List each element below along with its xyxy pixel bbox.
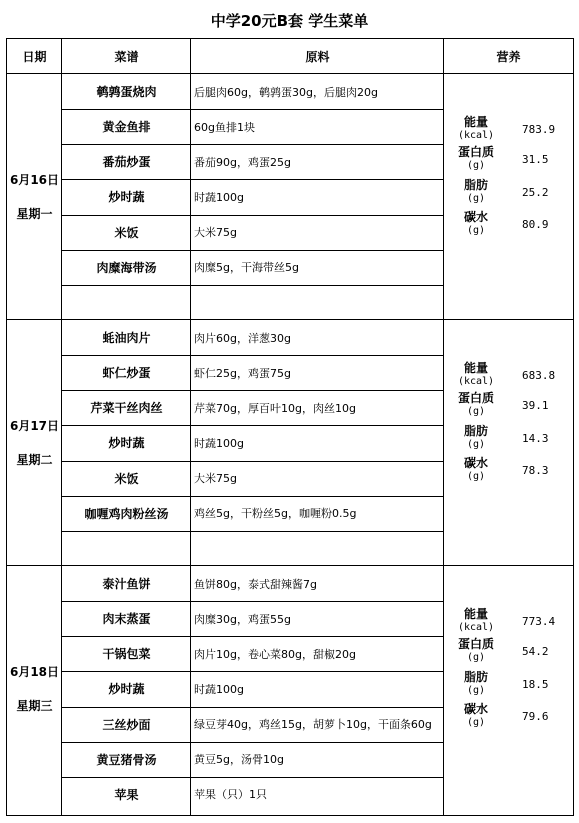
nutrition-unit: (g) — [466, 192, 486, 204]
nutrition-value: 683.8 — [522, 369, 556, 382]
nutrition-value: 31.5 — [522, 153, 549, 166]
dish-name: 干锅包菜 — [102, 647, 151, 662]
dish-name: 黄豆猪骨汤 — [96, 752, 157, 767]
nutrition-name: 能量 — [463, 607, 488, 621]
date-cell — [7, 566, 62, 812]
nutrition-value: 773.4 — [522, 615, 556, 628]
nutrition-value: 14.3 — [522, 432, 549, 445]
nutrition-name: 蛋白质 — [457, 391, 494, 405]
dish-name: 三丝炒面 — [102, 717, 151, 732]
nutrition-value: 783.9 — [522, 123, 556, 136]
header-date: 日期 — [22, 50, 47, 64]
nutrition-unit: (g) — [466, 470, 486, 482]
dish-name: 番茄炒蛋 — [102, 155, 151, 170]
nutrition-unit: (kcal) — [457, 621, 495, 633]
nutrition-name: 脂肪 — [463, 424, 488, 438]
nutrition-unit: (g) — [466, 651, 486, 663]
nutrition-value: 25.2 — [522, 186, 549, 199]
nutrition-value: 79.6 — [522, 710, 549, 723]
dish-name: 炒时蔬 — [108, 436, 145, 451]
dish-ingredients: 大米75g — [194, 226, 237, 240]
dish-ingredients — [191, 285, 444, 320]
dish-name: 肉糜海带汤 — [96, 260, 157, 275]
dish-ingredients: 虾仁25g，鸡蛋75g — [194, 366, 291, 380]
dish-ingredients: 芹菜70g，厚百叶10g，肉丝10g — [194, 401, 356, 415]
dish-name: 米饭 — [114, 225, 139, 240]
dish-name: 米饭 — [114, 471, 139, 486]
dish-name: 肉末蒸蛋 — [102, 612, 151, 627]
dish-name — [62, 531, 191, 566]
nutrition-value: 54.2 — [522, 645, 549, 658]
header-nutrition: 营养 — [496, 50, 521, 64]
dish-name: 芹菜干丝肉丝 — [90, 401, 163, 416]
nutrition-unit: (g) — [466, 224, 486, 236]
dish-ingredients: 番茄90g，鸡蛋25g — [194, 155, 291, 169]
nutrition-name: 蛋白质 — [457, 637, 494, 651]
nutrition-name: 脂肪 — [463, 670, 488, 684]
header-dish: 菜谱 — [114, 50, 139, 64]
dish-ingredients: 鸡丝5g，干粉丝5g，咖喱粉0.5g — [194, 507, 357, 521]
nutrition-unit: (kcal) — [457, 129, 495, 141]
dish-name — [62, 285, 191, 320]
header-ingredients: 原料 — [305, 50, 330, 64]
dish-ingredients: 60g鱼排1块 — [194, 120, 255, 134]
nutrition-label — [446, 211, 506, 236]
nutrition-name: 碳水 — [463, 702, 488, 716]
nutrition-name: 能量 — [463, 115, 488, 129]
nutrition-label — [446, 392, 506, 417]
nutrition-label — [446, 608, 506, 633]
nutrition-name: 脂肪 — [463, 178, 488, 192]
date-cell — [7, 74, 62, 320]
dish-name: 虾仁炒蛋 — [102, 366, 151, 381]
dish-ingredients: 鱼饼80g，泰式甜辣酱7g — [194, 577, 317, 591]
nutrition-name: 能量 — [463, 361, 488, 375]
weekday-label: 星期二 — [16, 453, 53, 467]
nutrition-value: 78.3 — [522, 464, 549, 477]
dish-ingredients: 黄豆5g，汤骨10g — [194, 753, 284, 767]
dish-name: 蚝油肉片 — [102, 331, 151, 346]
nutrition-unit: (kcal) — [457, 375, 495, 387]
dish-ingredients: 时蔬100g — [194, 190, 244, 204]
nutrition-name: 蛋白质 — [457, 145, 494, 159]
nutrition-label — [446, 179, 506, 204]
date-cell — [7, 320, 62, 566]
nutrition-label — [446, 638, 506, 663]
menu-table — [6, 38, 574, 816]
nutrition-label — [446, 425, 506, 450]
nutrition-unit: (g) — [466, 684, 486, 696]
nutrition-unit: (g) — [466, 159, 486, 171]
nutrition-label — [446, 362, 506, 387]
dish-name: 黄金鱼排 — [102, 120, 151, 135]
dish-ingredients: 后腿肉60g，鹌鹑蛋30g，后腿肉20g — [194, 85, 378, 99]
dish-ingredients: 肉糜5g，干海带丝5g — [194, 261, 299, 275]
dish-ingredients: 苹果（只）1只 — [194, 788, 267, 802]
dish-ingredients: 大米75g — [194, 472, 237, 486]
dish-ingredients: 时蔬100g — [194, 436, 244, 450]
dish-ingredients — [191, 531, 444, 566]
nutrition-label — [446, 146, 506, 171]
nutrition-name: 碳水 — [463, 210, 488, 224]
dish-name: 炒时蔬 — [108, 682, 145, 697]
nutrition-label — [446, 703, 506, 728]
dish-ingredients: 肉片10g，卷心菜80g，甜椒20g — [194, 647, 356, 661]
dish-ingredients: 肉糜30g，鸡蛋55g — [194, 612, 291, 626]
date-label: 6月18日 — [9, 665, 60, 679]
dish-ingredients: 绿豆芽40g，鸡丝15g，胡萝卜10g，干面条60g — [194, 718, 432, 732]
nutrition-value: 18.5 — [522, 678, 549, 691]
dish-name: 苹果 — [114, 787, 139, 802]
nutrition-name: 碳水 — [463, 456, 488, 470]
date-label: 6月17日 — [9, 419, 60, 433]
nutrition-value: 39.1 — [522, 399, 549, 412]
page-title: 中学20元B套 学生菜单 — [210, 12, 369, 30]
dish-ingredients: 时蔬100g — [194, 682, 244, 696]
nutrition-label — [446, 116, 506, 141]
nutrition-label — [446, 457, 506, 482]
nutrition-label — [446, 671, 506, 696]
nutrition-unit: (g) — [466, 716, 486, 728]
nutrition-unit: (g) — [466, 438, 486, 450]
date-label: 6月16日 — [9, 173, 60, 187]
dish-ingredients: 肉片60g，洋葱30g — [194, 331, 291, 345]
dish-name: 泰汁鱼饼 — [102, 577, 151, 592]
nutrition-value: 80.9 — [522, 218, 549, 231]
dish-name: 鹌鹑蛋烧肉 — [96, 85, 157, 100]
nutrition-unit: (g) — [466, 405, 486, 417]
dish-name: 炒时蔬 — [108, 190, 145, 205]
dish-name: 咖喱鸡肉粉丝汤 — [84, 506, 169, 521]
weekday-label: 星期一 — [16, 207, 53, 221]
weekday-label: 星期三 — [16, 699, 53, 713]
